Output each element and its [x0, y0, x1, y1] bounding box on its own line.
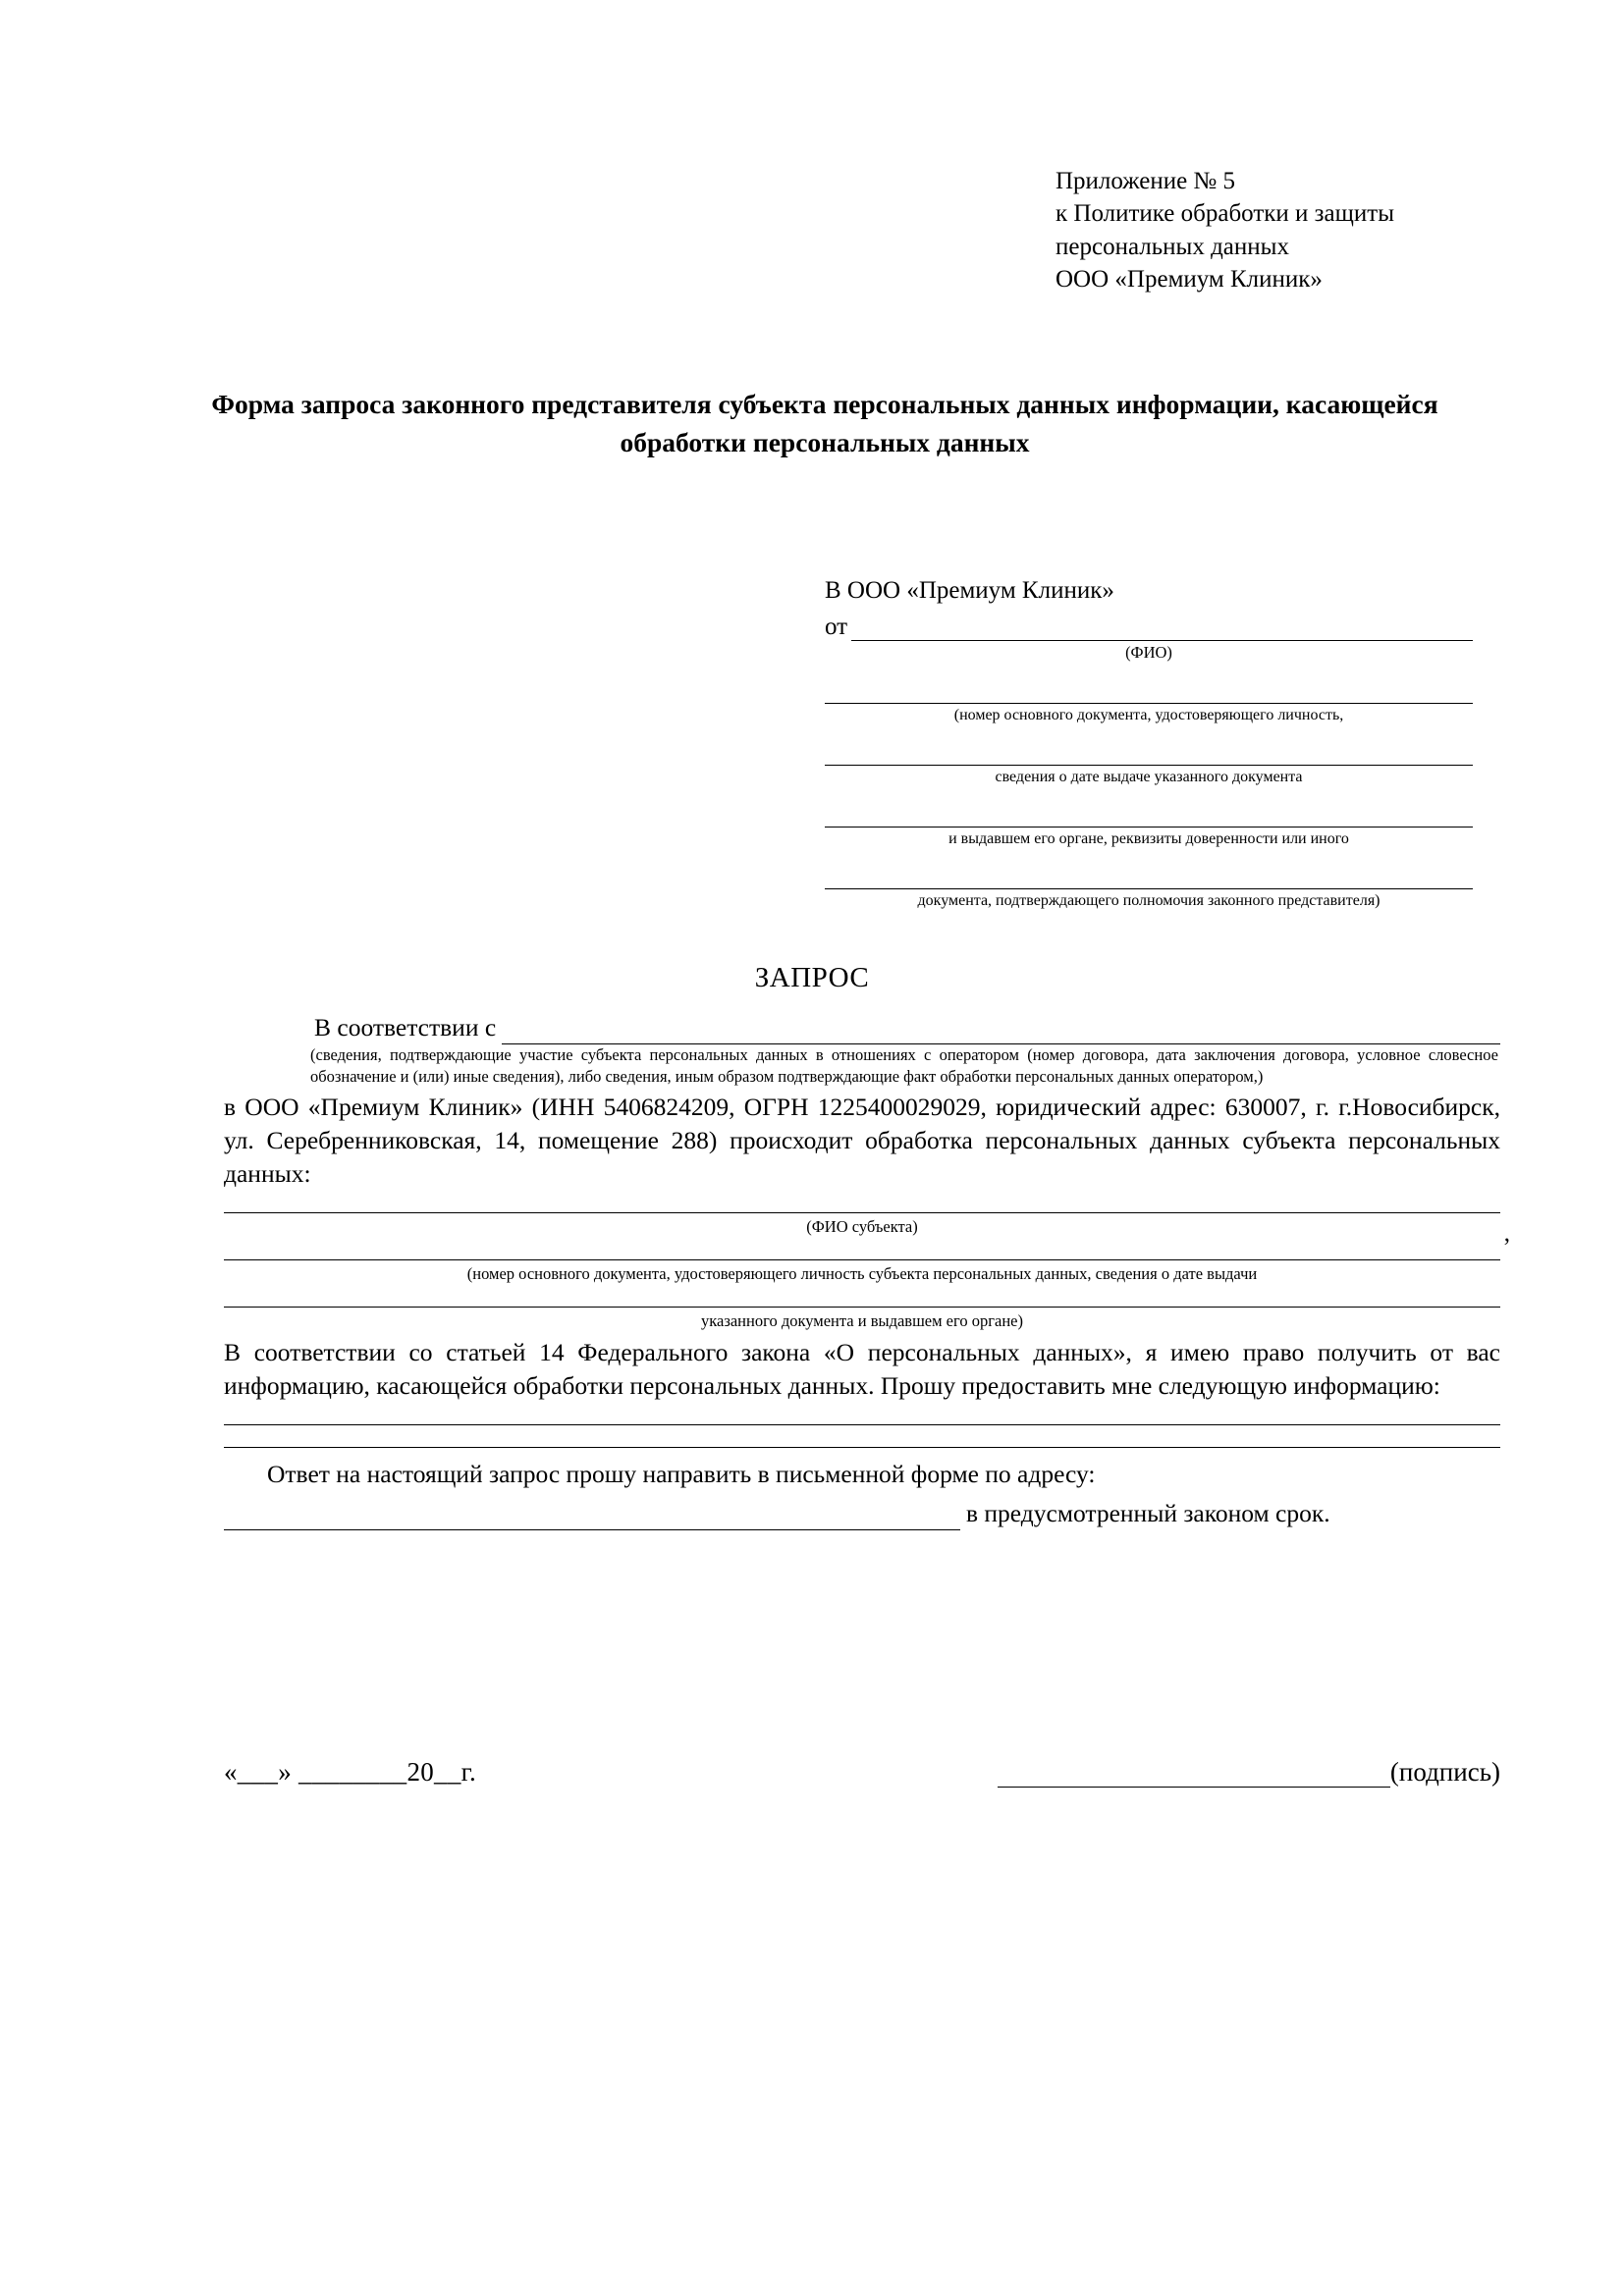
page-title-line-1: Форма запроса законного представителя субъекта персональных данных	[211, 389, 1110, 419]
document-body	[224, 1011, 1510, 1530]
page-title-line-2: информации, касающейся обработки персональных данных	[620, 389, 1438, 458]
request-heading: ЗАПРОС	[754, 962, 870, 993]
page-title	[206, 385, 1443, 461]
answer-address-row	[224, 1497, 1500, 1530]
subject-doc-line-wrap-2	[224, 1307, 1500, 1332]
caption-basis: (сведения, подтверждающие участие субъекта персональных данных в отношениях с оператором (номер договора, дата заключения договора, условное словесное обозначение и (или) иные сведения), либо сведения, иным образом подтверждающие факт обработки персональных данных оператором,)	[310, 1044, 1498, 1086]
basis-fill-line[interactable]	[502, 1022, 1500, 1044]
appendix-header-line-4: ООО «Премиум Клиник»	[1056, 265, 1323, 293]
from-label: от	[825, 614, 848, 640]
subject-fio-comma: ,	[1503, 1219, 1510, 1247]
law-paragraph: В соответствии со статьей 14 Федерального закона «О персональных данных», я имею право получить от вас информацию, касающейся обработки персональных данных. Прошу предоставить мне следующую информацию:	[224, 1337, 1500, 1400]
answer-tail: в предусмотренный законом срок.	[966, 1498, 1330, 1527]
appendix-header-line-3: персональных данных	[1056, 233, 1289, 260]
appendix-header	[1056, 165, 1566, 295]
doc-fill-line-1[interactable]	[825, 681, 1473, 704]
info-fill-line-2[interactable]	[224, 1447, 1500, 1448]
doc-fill-line-2[interactable]	[825, 743, 1473, 766]
basis-label: В соответствии с	[314, 1013, 497, 1041]
date-stub[interactable]: «___» ________20__г.	[224, 1757, 477, 1787]
caption-doc-3: и выдавшем его органе, реквизиты доверенности или иного	[948, 829, 1349, 847]
subject-fio-line-wrap	[224, 1212, 1510, 1247]
subject-doc-line-wrap-1	[224, 1259, 1500, 1285]
organization-paragraph: в ООО «Премиум Клиник» (ИНН 5406824209, ОГРН 1225400029029, юридический адрес: 630007, г. г.Новосибирск, ул. Серебренниковская, 14, помещение 288) происходит обработка персональных данных субъекта персональных данных:	[224, 1093, 1500, 1189]
info-line-wrap-2	[224, 1447, 1500, 1448]
caption-fio: (ФИО)	[1125, 643, 1172, 662]
from-fill-line[interactable]	[851, 618, 1473, 641]
caption-doc-1: (номер основного документа, удостоверяющего личность,	[953, 706, 1344, 723]
addressee-organization: В ООО «Премиум Клиник»	[825, 577, 1114, 604]
caption-subject-doc-1: (номер основного документа, удостоверяющего личность субъекта персональных данных, сведения о дате выдачи	[466, 1264, 1258, 1284]
info-fill-line-1[interactable]	[224, 1424, 1500, 1425]
signature-label: (подпись)	[1389, 1757, 1500, 1787]
caption-doc-2: сведения о дате выдаче указанного документа	[995, 768, 1303, 785]
subject-doc-fill-line-1[interactable]	[224, 1259, 1500, 1260]
appendix-header-line-2: к Политике обработки и защиты	[1056, 200, 1395, 228]
addressee-block	[825, 577, 1473, 911]
from-row	[825, 614, 1473, 641]
subject-doc-fill-line-2[interactable]	[224, 1307, 1500, 1308]
subject-fio-fill-line[interactable]	[224, 1212, 1500, 1213]
doc-fill-line-3[interactable]	[825, 805, 1473, 828]
caption-subject-fio: (ФИО субъекта)	[806, 1217, 918, 1237]
basis-row	[224, 1011, 1500, 1044]
signature-stub	[998, 1757, 1500, 1788]
doc-fill-line-4[interactable]	[825, 867, 1473, 889]
caption-doc-4: документа, подтверждающего полномочия законного представителя)	[917, 891, 1380, 909]
appendix-header-line-1: Приложение № 5	[1056, 168, 1236, 194]
info-line-wrap-1	[224, 1424, 1500, 1425]
signature-row	[224, 1757, 1500, 1788]
signature-fill-line[interactable]	[998, 1767, 1390, 1788]
answer-sentence: Ответ на настоящий запрос прошу направить в письменной форме по адресу:	[267, 1459, 1096, 1488]
answer-address-fill-line[interactable]	[224, 1508, 960, 1530]
caption-subject-doc-2: указанного документа и выдавшем его органе)	[701, 1311, 1023, 1331]
